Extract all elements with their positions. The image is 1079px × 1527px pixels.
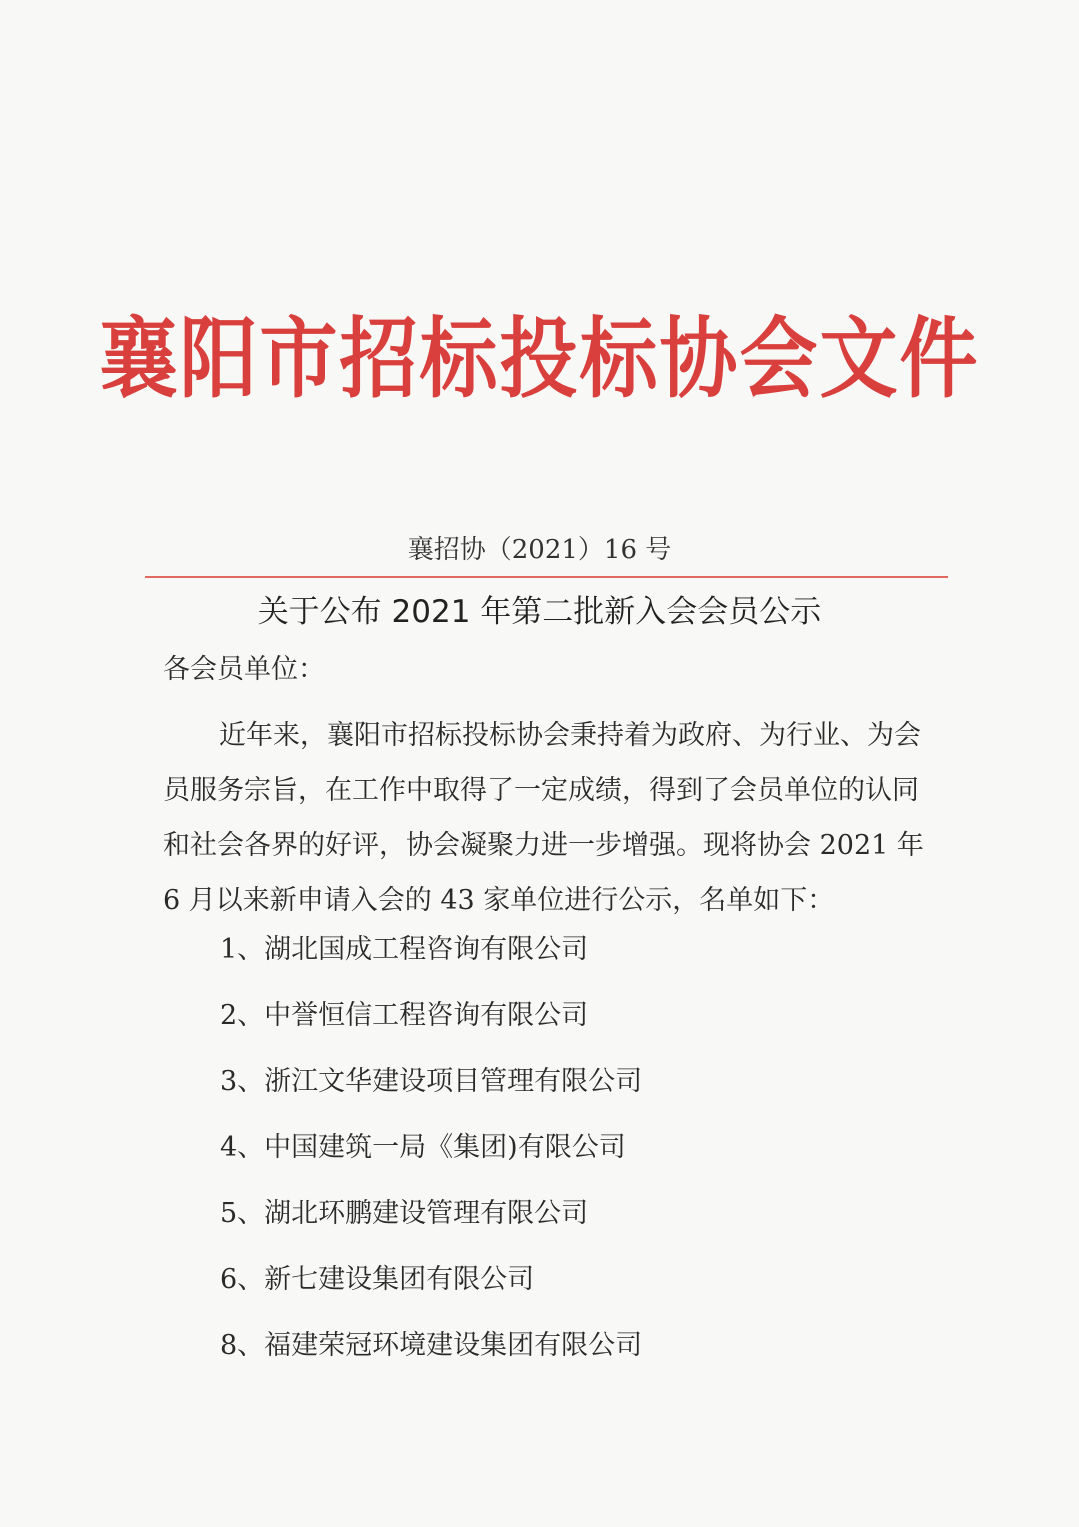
member-list	[220, 925, 642, 1387]
salutation: 各会员单位：	[163, 654, 325, 685]
document-number: 襄招协（2021）16 号	[407, 535, 672, 565]
body-line: 近年来，襄阳市招标投标协会秉持着为政府、为行业、为会	[219, 720, 921, 751]
list-item: 1、湖北国成工程咨询有限公司	[220, 934, 589, 965]
body-line: 员服务宗旨，在工作中取得了一定成绩，得到了会员单位的认同	[163, 775, 919, 806]
list-item: 3、浙江文华建设项目管理有限公司	[220, 1066, 643, 1097]
red-divider-rule	[145, 576, 948, 578]
list-item: 5、湖北环鹏建设管理有限公司	[220, 1198, 589, 1229]
notice-title: 关于公布 2021 年第二批新入会会员公示	[257, 594, 822, 630]
body-line: 6 月以来新申请入会的 43 家单位进行公示，名单如下：	[163, 885, 835, 916]
list-item: 2、中誉恒信工程咨询有限公司	[220, 1000, 589, 1031]
list-item: 6、新七建设集团有限公司	[220, 1264, 535, 1295]
list-item: 4、中国建筑一局《集团)有限公司	[220, 1132, 626, 1163]
list-item: 8、福建荣冠环境建设集团有限公司	[220, 1330, 643, 1361]
body-paragraph	[163, 708, 923, 928]
body-line: 和社会各界的好评，协会凝聚力进一步增强。现将协会 2021 年	[163, 830, 924, 861]
masthead-title: 襄阳市招标投标协会文件	[99, 309, 980, 411]
